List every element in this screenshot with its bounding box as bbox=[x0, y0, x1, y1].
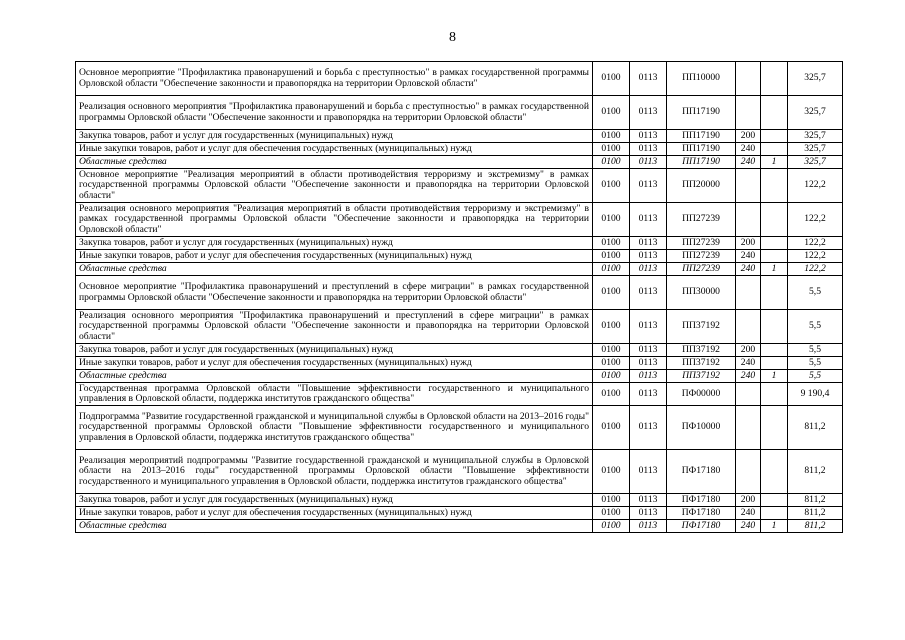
row-expense-type bbox=[736, 203, 761, 237]
table-row bbox=[76, 357, 843, 370]
table-row bbox=[76, 494, 843, 507]
row-description: Иные закупки товаров, работ и услуг для обеспечения государственных (муниципальных) нужд bbox=[76, 143, 593, 156]
table-row bbox=[76, 520, 843, 533]
row-section: 0100 bbox=[593, 344, 630, 357]
row-section: 0100 bbox=[593, 237, 630, 250]
row-funding-source: 1 bbox=[761, 520, 788, 533]
row-expense-type bbox=[736, 276, 761, 310]
row-description: Основное мероприятие "Профилактика правонарушений и борьба с преступностью" в рамках государственной программы Орловской области "Обеспечение законности и правопорядка на территории Орловской области" bbox=[76, 62, 593, 96]
row-description: Областные средства bbox=[76, 370, 593, 383]
row-subsection: 0113 bbox=[630, 263, 667, 276]
row-section: 0100 bbox=[593, 263, 630, 276]
row-subsection: 0113 bbox=[630, 450, 667, 494]
row-expense-type: 200 bbox=[736, 130, 761, 143]
row-target-code: ПП37192 bbox=[667, 370, 736, 383]
row-amount: 9 190,4 bbox=[788, 383, 843, 406]
row-section: 0100 bbox=[593, 406, 630, 450]
row-funding-source: 1 bbox=[761, 370, 788, 383]
row-description: Реализация мероприятий подпрограммы "Развитие государственной гражданской и муниципальной службы в Орловской области на 2013–2016 годы" государственной программы Орловской области "Повышение эффективности государственного и муниципального управления в Орловской области, поддержка институтов гражданского общества" bbox=[76, 450, 593, 494]
row-subsection: 0113 bbox=[630, 96, 667, 130]
row-section: 0100 bbox=[593, 450, 630, 494]
row-description: Иные закупки товаров, работ и услуг для обеспечения государственных (муниципальных) нужд bbox=[76, 250, 593, 263]
row-description: Областные средства bbox=[76, 520, 593, 533]
row-description: Закупка товаров, работ и услуг для государственных (муниципальных) нужд bbox=[76, 344, 593, 357]
row-description: Основное мероприятие "Реализация мероприятий в области противодействия терроризму и экстремизму" в рамках государственной программы Орловской области "Обеспечение законности и правопорядка на территории Орловской области" bbox=[76, 169, 593, 203]
row-funding-source: 1 bbox=[761, 156, 788, 169]
row-target-code: ПФ00000 bbox=[667, 383, 736, 406]
row-amount: 122,2 bbox=[788, 169, 843, 203]
row-amount: 5,5 bbox=[788, 357, 843, 370]
row-expense-type: 240 bbox=[736, 263, 761, 276]
row-subsection: 0113 bbox=[630, 370, 667, 383]
table-row bbox=[76, 96, 843, 130]
row-description: Реализация основного мероприятия "Реализация мероприятий в области противодействия терроризму и экстремизму" в рамках государственной программы Орловской области "Обеспечение законности и правопорядка на территории Орловской области" bbox=[76, 203, 593, 237]
row-expense-type: 240 bbox=[736, 520, 761, 533]
row-description: Подпрограмма "Развитие государственной гражданской и муниципальной службы в Орловской области на 2013–2016 годы" государственной программы Орловской области "Повышение эффективности государственного и муниципального управления в Орловской области, поддержка институтов гражданского общества" bbox=[76, 406, 593, 450]
table-row bbox=[76, 370, 843, 383]
row-funding-source bbox=[761, 450, 788, 494]
row-amount: 811,2 bbox=[788, 450, 843, 494]
row-funding-source bbox=[761, 237, 788, 250]
row-subsection: 0113 bbox=[630, 130, 667, 143]
table-row bbox=[76, 143, 843, 156]
budget-table-body bbox=[76, 62, 843, 533]
row-target-code: ПП27239 bbox=[667, 203, 736, 237]
row-amount: 811,2 bbox=[788, 494, 843, 507]
row-target-code: ПП17190 bbox=[667, 96, 736, 130]
row-description: Иные закупки товаров, работ и услуг для обеспечения государственных (муниципальных) нужд bbox=[76, 357, 593, 370]
row-description: Иные закупки товаров, работ и услуг для обеспечения государственных (муниципальных) нужд bbox=[76, 507, 593, 520]
row-amount: 811,2 bbox=[788, 406, 843, 450]
row-subsection: 0113 bbox=[630, 169, 667, 203]
row-subsection: 0113 bbox=[630, 310, 667, 344]
row-expense-type: 240 bbox=[736, 156, 761, 169]
row-amount: 811,2 bbox=[788, 520, 843, 533]
row-amount: 122,2 bbox=[788, 203, 843, 237]
row-expense-type bbox=[736, 383, 761, 406]
row-funding-source: 1 bbox=[761, 263, 788, 276]
row-target-code: ПП17190 bbox=[667, 130, 736, 143]
row-subsection: 0113 bbox=[630, 406, 667, 450]
row-amount: 325,7 bbox=[788, 62, 843, 96]
row-expense-type bbox=[736, 96, 761, 130]
row-target-code: ПП20000 bbox=[667, 169, 736, 203]
row-amount: 325,7 bbox=[788, 130, 843, 143]
row-subsection: 0113 bbox=[630, 344, 667, 357]
row-expense-type bbox=[736, 169, 761, 203]
row-amount: 122,2 bbox=[788, 263, 843, 276]
row-amount: 5,5 bbox=[788, 344, 843, 357]
row-subsection: 0113 bbox=[630, 276, 667, 310]
row-section: 0100 bbox=[593, 62, 630, 96]
row-target-code: ПФ17180 bbox=[667, 494, 736, 507]
row-amount: 325,7 bbox=[788, 143, 843, 156]
row-target-code: ПФ10000 bbox=[667, 406, 736, 450]
row-expense-type: 240 bbox=[736, 507, 761, 520]
row-funding-source bbox=[761, 276, 788, 310]
row-target-code: ПП37192 bbox=[667, 310, 736, 344]
row-funding-source bbox=[761, 130, 788, 143]
table-row bbox=[76, 383, 843, 406]
row-subsection: 0113 bbox=[630, 494, 667, 507]
table-row bbox=[76, 130, 843, 143]
row-amount: 122,2 bbox=[788, 250, 843, 263]
row-target-code: ПП27239 bbox=[667, 250, 736, 263]
table-row bbox=[76, 250, 843, 263]
row-target-code: ПП27239 bbox=[667, 237, 736, 250]
row-target-code: ПП17190 bbox=[667, 143, 736, 156]
row-section: 0100 bbox=[593, 96, 630, 130]
row-expense-type: 240 bbox=[736, 143, 761, 156]
row-target-code: ПП10000 bbox=[667, 62, 736, 96]
row-funding-source bbox=[761, 143, 788, 156]
row-section: 0100 bbox=[593, 383, 630, 406]
row-funding-source bbox=[761, 203, 788, 237]
row-subsection: 0113 bbox=[630, 237, 667, 250]
table-row bbox=[76, 203, 843, 237]
row-subsection: 0113 bbox=[630, 507, 667, 520]
row-amount: 5,5 bbox=[788, 310, 843, 344]
row-funding-source bbox=[761, 62, 788, 96]
row-expense-type: 240 bbox=[736, 250, 761, 263]
row-section: 0100 bbox=[593, 520, 630, 533]
table-row bbox=[76, 169, 843, 203]
table-row bbox=[76, 344, 843, 357]
row-target-code: ПФ17180 bbox=[667, 450, 736, 494]
table-row bbox=[76, 237, 843, 250]
row-funding-source bbox=[761, 507, 788, 520]
row-funding-source bbox=[761, 96, 788, 130]
row-amount: 325,7 bbox=[788, 156, 843, 169]
row-expense-type: 200 bbox=[736, 494, 761, 507]
row-section: 0100 bbox=[593, 130, 630, 143]
table-row bbox=[76, 156, 843, 169]
row-subsection: 0113 bbox=[630, 156, 667, 169]
row-description: Закупка товаров, работ и услуг для государственных (муниципальных) нужд bbox=[76, 237, 593, 250]
row-expense-type: 240 bbox=[736, 357, 761, 370]
row-subsection: 0113 bbox=[630, 62, 667, 96]
row-section: 0100 bbox=[593, 370, 630, 383]
row-target-code: ПП30000 bbox=[667, 276, 736, 310]
row-subsection: 0113 bbox=[630, 383, 667, 406]
row-expense-type: 200 bbox=[736, 237, 761, 250]
row-funding-source bbox=[761, 494, 788, 507]
row-target-code: ПП37192 bbox=[667, 344, 736, 357]
row-funding-source bbox=[761, 383, 788, 406]
row-expense-type bbox=[736, 62, 761, 96]
table-row bbox=[76, 62, 843, 96]
row-expense-type bbox=[736, 406, 761, 450]
row-expense-type bbox=[736, 310, 761, 344]
row-section: 0100 bbox=[593, 156, 630, 169]
row-target-code: ПП27239 bbox=[667, 263, 736, 276]
row-funding-source bbox=[761, 169, 788, 203]
row-funding-source bbox=[761, 250, 788, 263]
row-amount: 325,7 bbox=[788, 96, 843, 130]
row-description: Основное мероприятие "Профилактика правонарушений и преступлений в сфере миграции" в рамках государственной программы Орловской области "Обеспечение законности и правопорядка на территории Орловской области" bbox=[76, 276, 593, 310]
row-expense-type: 240 bbox=[736, 370, 761, 383]
row-target-code: ПФ17180 bbox=[667, 520, 736, 533]
row-target-code: ПФ17180 bbox=[667, 507, 736, 520]
row-amount: 5,5 bbox=[788, 276, 843, 310]
row-section: 0100 bbox=[593, 276, 630, 310]
row-subsection: 0113 bbox=[630, 357, 667, 370]
row-description: Реализация основного мероприятия "Профилактика правонарушений и борьба с преступностью" в рамках государственной программы Орловской области "Обеспечение законности и правопорядка на территории Орловской области" bbox=[76, 96, 593, 130]
row-funding-source bbox=[761, 357, 788, 370]
row-amount: 122,2 bbox=[788, 237, 843, 250]
table-row bbox=[76, 450, 843, 494]
row-subsection: 0113 bbox=[630, 520, 667, 533]
row-section: 0100 bbox=[593, 494, 630, 507]
row-funding-source bbox=[761, 310, 788, 344]
row-section: 0100 bbox=[593, 143, 630, 156]
table-row bbox=[76, 276, 843, 310]
row-section: 0100 bbox=[593, 507, 630, 520]
page-number: 8 bbox=[449, 30, 456, 45]
row-section: 0100 bbox=[593, 203, 630, 237]
row-funding-source bbox=[761, 406, 788, 450]
row-subsection: 0113 bbox=[630, 203, 667, 237]
row-section: 0100 bbox=[593, 310, 630, 344]
row-description: Закупка товаров, работ и услуг для государственных (муниципальных) нужд bbox=[76, 494, 593, 507]
row-target-code: ПП17190 bbox=[667, 156, 736, 169]
table-row bbox=[76, 507, 843, 520]
row-section: 0100 bbox=[593, 357, 630, 370]
row-subsection: 0113 bbox=[630, 250, 667, 263]
row-expense-type bbox=[736, 450, 761, 494]
row-description: Реализация основного мероприятия "Профилактика правонарушений и преступлений в сфере миграции" в рамках государственной программы Орловской области "Обеспечение законности и правопорядка на территории Орловской области" bbox=[76, 310, 593, 344]
row-section: 0100 bbox=[593, 169, 630, 203]
row-funding-source bbox=[761, 344, 788, 357]
table-row bbox=[76, 263, 843, 276]
row-description: Закупка товаров, работ и услуг для государственных (муниципальных) нужд bbox=[76, 130, 593, 143]
row-expense-type: 200 bbox=[736, 344, 761, 357]
row-amount: 811,2 bbox=[788, 507, 843, 520]
table-row bbox=[76, 406, 843, 450]
row-description: Государственная программа Орловской области "Повышение эффективности государственного и муниципального управления в Орловской области, поддержка институтов гражданского общества" bbox=[76, 383, 593, 406]
row-description: Областные средства bbox=[76, 263, 593, 276]
row-description: Областные средства bbox=[76, 156, 593, 169]
table-row bbox=[76, 310, 843, 344]
row-target-code: ПП37192 bbox=[667, 357, 736, 370]
row-subsection: 0113 bbox=[630, 143, 667, 156]
row-section: 0100 bbox=[593, 250, 630, 263]
row-amount: 5,5 bbox=[788, 370, 843, 383]
budget-table bbox=[75, 61, 843, 533]
